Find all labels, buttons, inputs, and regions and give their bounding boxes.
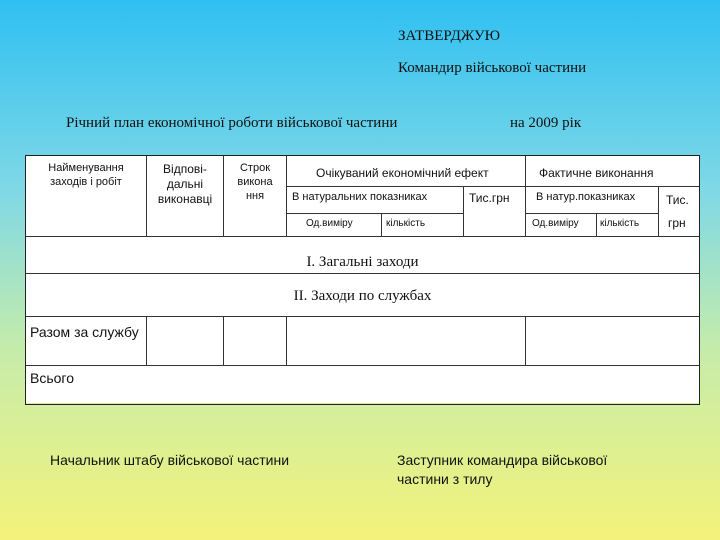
- col-header-natural-indicators: В натуральних показниках: [292, 191, 428, 203]
- cell-bg: [224, 317, 286, 365]
- col-divider: [286, 156, 287, 236]
- document-title: Річний план економічної роботи військової частини: [66, 115, 398, 131]
- col-divider: [286, 316, 287, 365]
- col-header-term: Строк викона ння: [237, 162, 273, 202]
- col-header-expected-effect: Очікуваний економічний ефект: [316, 166, 489, 180]
- row-divider: [26, 273, 699, 274]
- col-header-actual-natural: В натур.показниках: [536, 191, 636, 203]
- header-divider: [526, 213, 658, 214]
- row-service-total: Разом за службу: [30, 324, 139, 340]
- col-header-names: Найменування заходів і робіт: [48, 162, 124, 188]
- row-divider: [26, 236, 699, 237]
- row-divider: [26, 365, 699, 366]
- col-divider: [463, 186, 464, 236]
- cell-bg: [287, 317, 699, 365]
- row-grand-total: Всього: [30, 370, 75, 386]
- col-header-responsible: Відпові-дальні виконавці: [157, 162, 213, 206]
- approval-subheading: Командир військової частини: [398, 60, 587, 76]
- col-divider: [146, 156, 147, 236]
- col-header-thousand-uah: Тис.грн: [469, 191, 510, 205]
- col-divider: [525, 316, 526, 365]
- col-header-actual-quantity: кількість: [600, 218, 640, 229]
- cell-bg: [26, 366, 699, 403]
- row-divider: [26, 316, 699, 317]
- cell-bg: [147, 317, 223, 365]
- col-header-quantity: кількість: [386, 218, 426, 229]
- header-divider: [287, 186, 699, 187]
- signature-deputy-line2: частини з тилу: [397, 471, 493, 487]
- col-divider: [658, 186, 659, 236]
- col-divider: [381, 213, 382, 236]
- header-divider: [287, 213, 463, 214]
- col-header-actual: Фактичне виконання: [539, 166, 654, 180]
- signature-chief-of-staff: Начальник штабу військової частини: [50, 452, 290, 468]
- col-divider: [525, 156, 526, 236]
- section-services: ІІ. Заходи по службах: [293, 288, 432, 304]
- approval-heading: ЗАТВЕРДЖУЮ: [398, 28, 501, 44]
- col-header-unit: Од.виміру: [306, 218, 353, 229]
- plan-table: [25, 155, 700, 405]
- col-divider: [223, 156, 224, 236]
- col-divider: [146, 316, 147, 365]
- col-header-actual-thousand: Тис.: [666, 193, 689, 207]
- col-header-actual-unit: Од.виміру: [532, 218, 579, 229]
- signature-deputy-line1: Заступник командира військової: [397, 452, 608, 468]
- col-header-actual-uah: грн: [668, 216, 686, 230]
- document-year: на 2009 рік: [510, 115, 582, 131]
- section-general: І. Загальні заходи: [306, 254, 419, 270]
- col-divider: [596, 213, 597, 236]
- col-divider: [223, 316, 224, 365]
